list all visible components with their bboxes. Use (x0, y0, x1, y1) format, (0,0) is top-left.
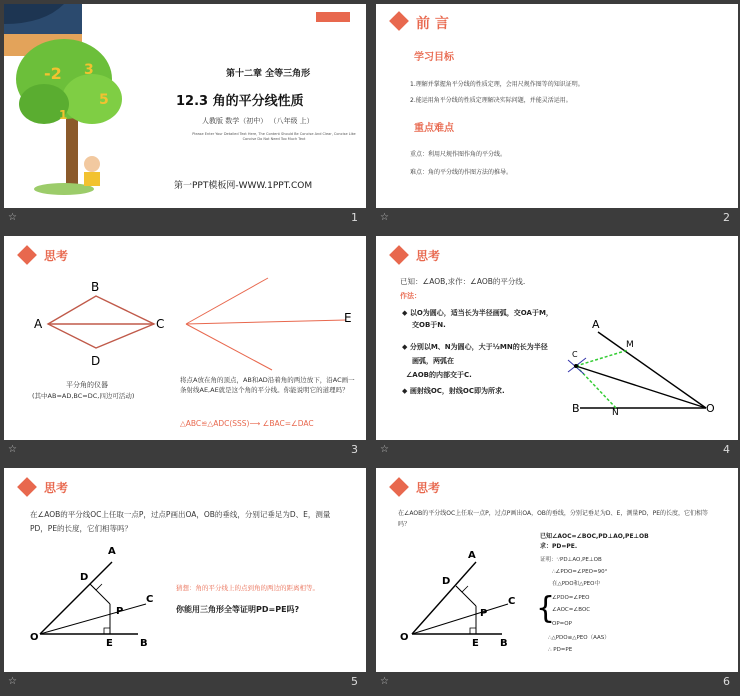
label-A: A (108, 546, 116, 557)
edition-text: 人教版 数学（初中） （八年级 上） (202, 117, 314, 125)
slide-3[interactable] (4, 236, 366, 440)
goal-1: 1.理解并掌握角平分线的性质定理，会用尺规作图等的知识证明。 (410, 81, 584, 88)
tree-illustration (4, 4, 154, 208)
key-point-1: 重点：利用尺规作图作角的平分线。 (410, 151, 507, 158)
proof-line-2: ∴∠PDO=∠PEO=90° (552, 569, 608, 575)
star-icon[interactable]: ☆ (380, 676, 389, 687)
caption: 平分角的仪器 (66, 381, 108, 389)
label-B: B (572, 402, 580, 415)
slide-number: 3 (351, 443, 358, 456)
proof-question: 你能用三角形全等证明PD=PE吗? (176, 605, 300, 614)
step-2c: ∠AOB的内部交于C. (406, 371, 472, 379)
slide-title: 思考 (416, 481, 441, 495)
slide-2-bar (376, 208, 738, 228)
slide-number: 5 (351, 675, 358, 688)
label-B: B (91, 280, 100, 294)
diamond-icon (389, 11, 409, 31)
slide-title: 思考 (44, 481, 69, 495)
step-2b: 画弧，两弧在 (412, 357, 454, 365)
label-O: O (30, 632, 39, 643)
label-P: P (116, 606, 124, 617)
proof-cond-2: ∠AOC=∠BOC (552, 607, 591, 613)
proof-brace: { (536, 591, 556, 626)
proof-line-3: 在△PDO和△PEO中 (552, 581, 600, 587)
given-text: 已知：∠AOB,求作：∠AOB的平分线. (400, 277, 526, 286)
svg-text:5: 5 (99, 92, 109, 108)
perpendicular-diagram (4, 468, 366, 672)
label-D: D (442, 576, 451, 587)
slide-6[interactable] (376, 468, 738, 672)
star-icon[interactable]: ☆ (380, 444, 389, 455)
slide-title: 思考 (44, 249, 69, 263)
step-1: ◆ 以O为圆心，适当长为半径画弧，交OA于M， (402, 309, 553, 317)
label-P: P (480, 608, 488, 619)
label-C: C (156, 317, 165, 331)
label-O: O (706, 402, 715, 415)
label-D: D (80, 572, 89, 583)
lesson-title: 12.3 角的平分线性质 (176, 94, 304, 109)
star-icon[interactable]: ☆ (8, 212, 17, 223)
caption-2: (其中AB=AD,BC=DC,四边可活动) (32, 392, 135, 400)
star-icon[interactable]: ☆ (380, 212, 389, 223)
goal-heading: 学习目标 (414, 52, 454, 63)
label-B: B (140, 638, 148, 649)
bisector-construction (376, 236, 738, 440)
method-label: 作法： (400, 292, 421, 300)
proof-cond-3: OP=OP (552, 621, 572, 627)
explanation-text: 将点A放在角的顶点，AB和AD沿着角的两边放下，沿AC画一条射线AE,AE就是这个角的平分线。你能说明它的道理吗？ (180, 376, 355, 394)
label-C: C (508, 596, 516, 607)
label-C: C (146, 594, 154, 605)
slide-title: 前 言 (416, 16, 449, 32)
slide-2[interactable] (376, 4, 738, 208)
label-A: A (592, 318, 600, 331)
goal-2: 2.能运用角平分线的性质定理解决实际问题，并能灵活运用。 (410, 97, 572, 104)
blurb-text: Please Enter Your Detailed Text Here, The Content Should Be Concise And Clear, Concise Like Concise Do Not Need Too Much Text (192, 132, 356, 141)
proof-prove: 求：PD=PE. (540, 543, 578, 550)
proof-given: 已知∠AOC=∠BOC,PD⊥AO,PE⊥OB (540, 533, 649, 540)
slide-4-bar (376, 440, 738, 460)
proof-conclusion: ∴ PD=PE (548, 647, 573, 653)
star-icon[interactable]: ☆ (8, 444, 17, 455)
svg-text:1: 1 (59, 108, 68, 122)
slide-1[interactable] (4, 4, 366, 208)
label-E: E (344, 311, 352, 325)
slide-number: 4 (723, 443, 730, 456)
kite-diagram (4, 236, 366, 440)
slide-1-bar (4, 208, 366, 228)
key-heading: 重点难点 (414, 123, 454, 134)
label-M: M (626, 340, 634, 350)
step-2: ◆ 分别以M、N为圆心，大于½MN的长为半径 (402, 343, 548, 351)
question-text: 在∠AOB的平分线OC上任取一点P，过点P画出OA，OB的垂线，分别记垂足为D、E，测量PD，PE的长度，它们相等吗？ (398, 510, 708, 529)
answer-text: △ABC≌△ADC(SSS)⟶ ∠BAC=∠DAC (180, 419, 314, 428)
label-E: E (106, 638, 113, 649)
proof-cond-1: ∠PDO=∠PEO (552, 595, 590, 601)
slide-number: 1 (351, 211, 358, 224)
key-point-2: 难点：角的平分线的作图方法的推导。 (410, 169, 513, 176)
label-C: C (572, 350, 578, 359)
step-1b: 交OB于N. (412, 321, 446, 329)
slide-4[interactable] (376, 236, 738, 440)
slide-number: 6 (723, 675, 730, 688)
svg-text:3: 3 (84, 62, 94, 78)
star-icon[interactable]: ☆ (8, 676, 17, 687)
slide-5-bar (4, 672, 366, 692)
label-A: A (34, 317, 43, 331)
label-A: A (468, 550, 476, 561)
svg-text:-2: -2 (44, 64, 62, 83)
question-text: 在∠AOB的平分线OC上任取一点P，过点P画出OA，OB的垂线，分别记垂足为D、E，测量PD，PE的长度，它们相等吗？ (30, 510, 331, 534)
slide-5[interactable] (4, 468, 366, 672)
guess-text: 猜想：角的平分线上的点到角的两边的距离相等。 (176, 584, 319, 592)
slide-6-bar (376, 672, 738, 692)
proof-line-1: 证明：∵PD⊥AO,PE⊥OB (540, 557, 602, 563)
proof-line-4: ∴△PDO≌△PEO（AAS） (548, 635, 610, 641)
label-E: E (472, 638, 479, 649)
step-3: ◆ 画射线OC，射线OC即为所求. (402, 387, 505, 395)
label-O: O (400, 632, 409, 643)
site-text: 第一PPT模板网-WWW.1PPT.COM (174, 181, 313, 191)
slide-3-bar (4, 440, 366, 460)
slide-number: 2 (723, 211, 730, 224)
top-right-tag (316, 12, 350, 22)
chapter-title: 第十二章 全等三角形 (226, 69, 311, 79)
label-D: D (91, 354, 101, 368)
label-N: N (612, 408, 619, 418)
slide-title: 思考 (416, 249, 441, 263)
label-B: B (500, 638, 508, 649)
